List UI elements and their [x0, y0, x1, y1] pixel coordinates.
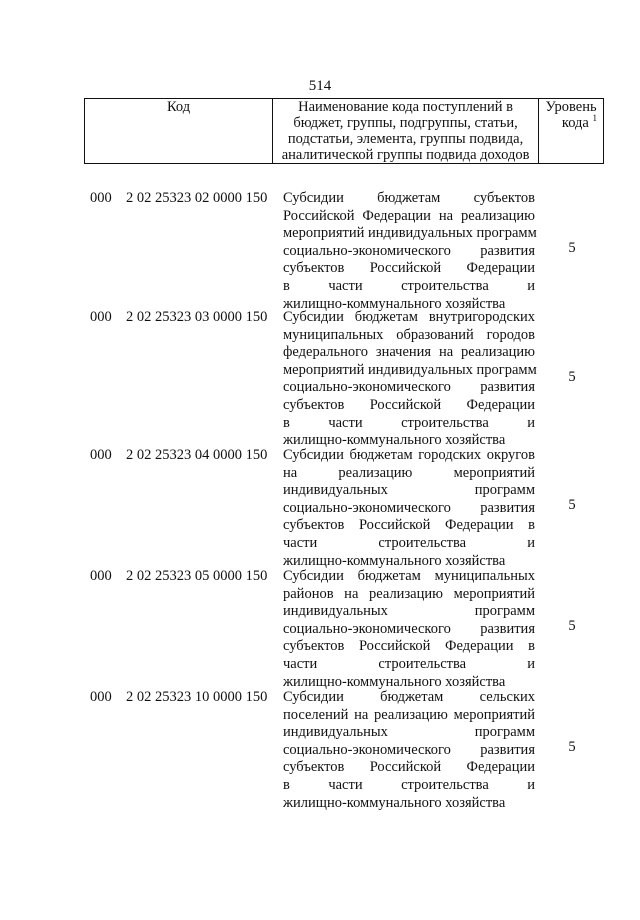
header-level-word: кода — [561, 115, 589, 131]
header-name-line: подстатьи, элемента, группы подвида, — [287, 131, 524, 147]
row-name-line: жилищно-коммунального хозяйства — [283, 552, 506, 569]
table-row — [0, 190, 640, 312]
row-name-line: социально-экономического развития — [283, 379, 535, 396]
header-name-cell — [273, 99, 539, 164]
row-prefix: 000 — [90, 309, 112, 325]
entries-list — [0, 190, 640, 814]
row-name — [283, 309, 535, 450]
header-level-line2 — [539, 115, 603, 131]
row-name-line: социально-экономического развития — [283, 499, 535, 516]
row-code: 2 02 25323 03 0000 150 — [126, 309, 268, 325]
row-name-line: части строительства и — [283, 534, 535, 551]
row-name — [283, 447, 535, 570]
table-row — [0, 309, 640, 447]
row-name-line: субъектов Российской Федерации — [283, 260, 535, 277]
row-name-line: субъектов Российской Федерации в — [283, 638, 535, 655]
row-name-line: социально-экономического развития — [283, 620, 535, 637]
row-name-line: районов на реализацию мероприятий — [283, 585, 535, 602]
row-name-line: жилищно-коммунального хозяйства — [283, 295, 506, 312]
page-number: 514 — [308, 78, 332, 94]
row-code: 2 02 25323 05 0000 150 — [126, 568, 268, 584]
row-name-line: субъектов Российской Федерации в — [283, 517, 535, 534]
row-name — [283, 568, 535, 691]
header-code-label: Код — [166, 99, 191, 115]
header-name-line: бюджет, группы, подгруппы, статьи, — [293, 115, 518, 131]
row-name-line: социально-экономического развития — [283, 242, 535, 259]
row-name-line: поселений на реализацию мероприятий — [283, 706, 535, 723]
row-name-line: Субсидии бюджетам внутригородских — [283, 309, 535, 325]
row-name-line: Российской Федерации на реализацию — [283, 207, 535, 224]
row-name-line: в части строительства и — [283, 776, 535, 793]
header-level-cell — [539, 99, 604, 164]
row-name-line: мероприятий индивидуальных программ — [283, 225, 537, 242]
row-name-line: федерального значения на реализацию — [283, 344, 535, 361]
row-name-line: субъектов Российской Федерации — [283, 759, 535, 776]
row-level: 5 — [568, 240, 576, 256]
row-name-line: индивидуальных программ — [283, 724, 535, 741]
header-code-cell — [85, 99, 273, 164]
row-name-line: Субсидии бюджетам городских округов — [283, 447, 535, 463]
row-name-line: Субсидии бюджетам сельских — [283, 689, 535, 705]
row-name-line: жилищно-коммунального хозяйства — [283, 673, 506, 690]
row-name-line: жилищно-коммунального хозяйства — [283, 794, 506, 811]
table-row — [0, 689, 640, 814]
row-level: 5 — [568, 618, 576, 634]
header-name-line: Наименование кода поступлений в — [298, 99, 514, 115]
row-code: 2 02 25323 02 0000 150 — [126, 190, 268, 206]
row-code: 2 02 25323 10 0000 150 — [126, 689, 268, 705]
table-row — [0, 447, 640, 568]
row-level: 5 — [568, 497, 576, 513]
row-prefix: 000 — [90, 689, 112, 705]
row-name-line: муниципальных образований городов — [283, 326, 535, 343]
row-level: 5 — [568, 369, 576, 385]
row-name-line: в части строительства и — [283, 414, 535, 431]
row-prefix: 000 — [90, 447, 112, 463]
row-name-line: жилищно-коммунального хозяйства — [283, 432, 506, 449]
row-name-line: на реализацию мероприятий — [283, 464, 535, 481]
row-name — [283, 190, 535, 313]
row-name-line: Субсидии бюджетам субъектов — [283, 190, 535, 206]
header-name-line: аналитической группы подвида доходов — [281, 147, 530, 163]
row-prefix: 000 — [90, 568, 112, 584]
row-level: 5 — [568, 739, 576, 755]
row-name-line: социально-экономического развития — [283, 741, 535, 758]
table-header — [84, 98, 604, 164]
table-row — [0, 568, 640, 689]
row-code: 2 02 25323 04 0000 150 — [126, 447, 268, 463]
row-name-line: субъектов Российской Федерации — [283, 396, 535, 413]
row-name-line: индивидуальных программ — [283, 482, 535, 499]
row-name-line: Субсидии бюджетам муниципальных — [283, 568, 535, 584]
row-prefix: 000 — [90, 190, 112, 206]
row-name-line: в части строительства и — [283, 277, 535, 294]
row-name-line: мероприятий индивидуальных программ — [283, 361, 537, 378]
row-name — [283, 689, 535, 812]
footnote-marker: 1 — [592, 113, 597, 124]
row-name-line: части строительства и — [283, 655, 535, 672]
row-name-line: индивидуальных программ — [283, 603, 535, 620]
header-level-line1: Уровень — [545, 99, 597, 115]
